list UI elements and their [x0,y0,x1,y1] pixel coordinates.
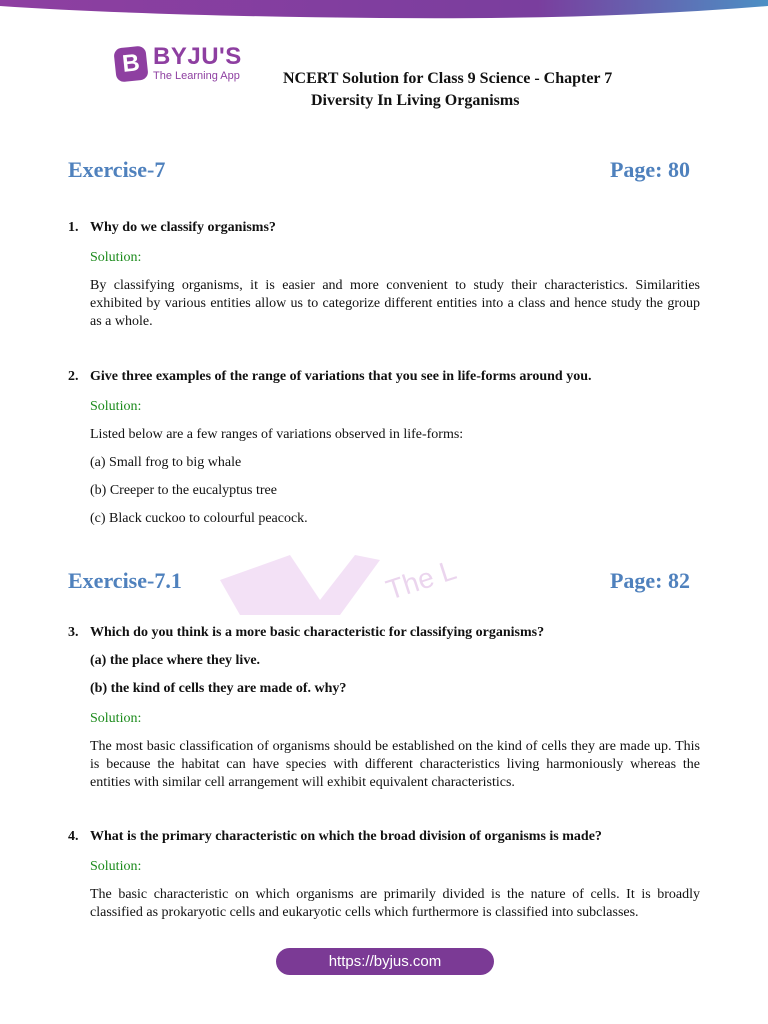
question-block [68,828,700,922]
solution-label: Solution: [90,399,142,414]
question-text: 2. Give three examples of the range of variations that you see in life-forms around you. [68,369,592,384]
document-title [283,68,612,112]
solution-label: Solution: [90,859,142,874]
exercise-title: Exercise-7.1 [68,568,182,593]
solution-text: Listed below are a few ranges of variations observed in life-forms: [90,427,464,442]
question-text: 1. Why do we classify organisms? [68,220,276,235]
exercise-heading [68,157,690,183]
solution-text: The basic characteristic on which organisms are primarily divided is the nature of cells. It is broadly classified as prokaryotic cells and eukaryotic cells which furthermore is classified into subclasses. [90,887,700,920]
question-option: (a) the place where they live. [90,653,261,668]
website-link[interactable]: https://byjus.com [276,948,494,975]
logo-mark: B [113,45,148,82]
document-title-line1: NCERT Solution for Class 9 Science - Chapter 7 [283,70,613,87]
byjus-logo [115,45,242,82]
question-option: (b) the kind of cells they are made of. why? [90,681,347,696]
logo-tagline: The Learning App [153,70,240,82]
watermark-text: The L [382,554,460,606]
question-block [68,368,700,528]
solution-text: The most basic classification of organisms should be established on the kind of cells they are made up. This is because the habitat can have species with different characteristics living harmoniously whereas the entities with similar cell arrangement will exhibit equivalent characteristics. [90,739,700,790]
question-text: 3. Which do you think is a more basic characteristic for classifying organisms? [68,625,545,640]
page-number: Page: 82 [609,568,690,593]
question-block [68,624,700,792]
logo-name: BYJU'S [153,43,242,70]
exercise-title: Exercise-7 [68,157,166,182]
document-title-line2: Diversity In Living Organisms [311,92,520,109]
question-text: 4. What is the primary characteristic on which the broad division of organisms is made? [68,829,602,844]
exercise-heading [68,568,690,594]
question-block [68,219,700,331]
solution-label: Solution: [90,250,142,265]
solution-label: Solution: [90,711,142,726]
list-item: (a) Small frog to big whale [90,455,242,470]
list-item: (c) Black cuckoo to colourful peacock. [90,511,308,526]
top-color-band [0,0,768,20]
solution-text: By classifying organisms, it is easier and more convenient to study their characteristics. Similarities exhibited by various entities allow us to categorize different entities into a class and hence study the group as a whole. [90,278,700,329]
page-number: Page: 80 [609,157,690,182]
list-item: (b) Creeper to the eucalyptus tree [90,483,277,498]
